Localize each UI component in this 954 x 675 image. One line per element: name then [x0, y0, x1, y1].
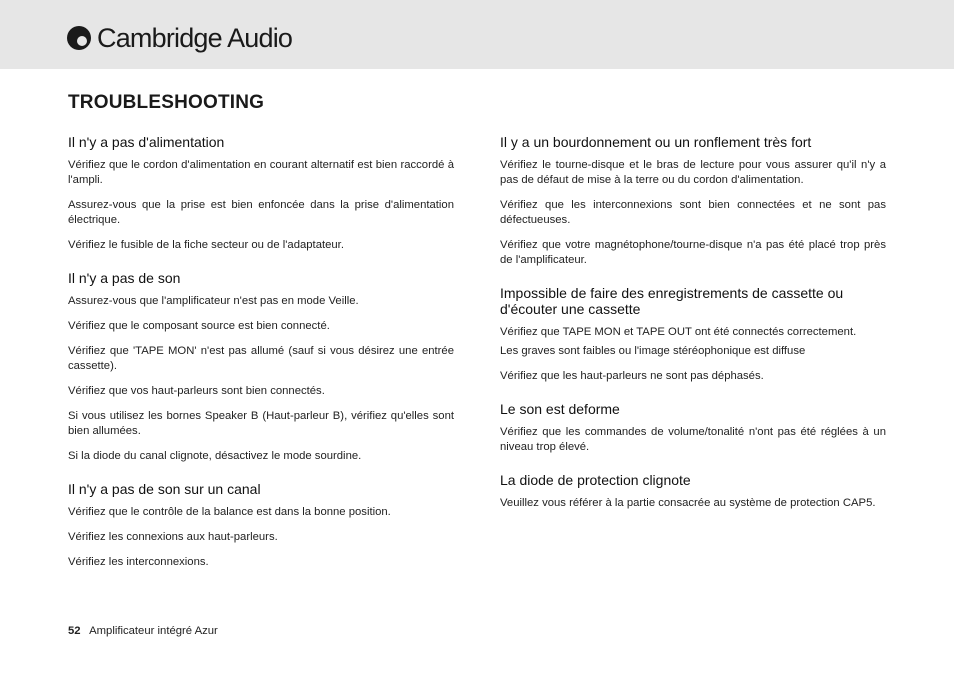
page-title: TROUBLESHOOTING	[68, 92, 265, 113]
section-distorted-sound	[500, 401, 886, 455]
paragraph: Vérifiez que 'TAPE MON' n'est pas allumé (sauf si vous désirez une entrée cassette).	[68, 345, 454, 372]
section-heading: Impossible de faire des enregistrements de cassette ou d'écouter une cassette	[500, 285, 844, 317]
paragraph: Vérifiez que votre magnétophone/tourne-disque n'a pas été placé trop près de l'amplificateur.	[500, 239, 886, 266]
paragraph: Vérifiez les connexions aux haut-parleurs.	[68, 531, 278, 543]
section-hum	[500, 134, 886, 268]
paragraph: Vérifiez le fusible de la fiche secteur ou de l'adaptateur.	[68, 239, 344, 251]
header-band	[0, 0, 954, 69]
paragraph: Vérifiez que le cordon d'alimentation en courant alternatif est bien raccordé à l'ampli.	[68, 159, 454, 186]
paragraph: Vérifiez que le contrôle de la balance est dans la bonne position.	[68, 506, 391, 518]
section-heading: Il n'y a pas d'alimentation	[68, 134, 225, 150]
section-heading: Il n'y a pas de son	[68, 270, 181, 286]
paragraph: Vérifiez que TAPE MON et TAPE OUT ont été connectés correctement.	[500, 326, 857, 338]
page-footer	[68, 625, 218, 637]
section-heading: La diode de protection clignote	[500, 472, 691, 488]
paragraph: Veuillez vous référer à la partie consacrée au système de protection CAP5.	[500, 497, 876, 509]
section-no-sound-one-channel	[68, 481, 454, 570]
section-cassette	[500, 285, 886, 384]
section-no-power	[68, 134, 454, 253]
section-heading: Le son est deforme	[500, 401, 620, 417]
paragraph: Vérifiez le tourne-disque et le bras de lecture pour vous assurer qu'il n'y a pas de défaut de mise à la terre ou du cordon d'alimentation.	[500, 159, 886, 186]
paragraph: Vérifiez que vos haut-parleurs sont bien connectés.	[68, 385, 325, 397]
paragraph: Vérifiez que les haut-parleurs ne sont pas déphasés.	[500, 370, 764, 382]
paragraph: Vérifiez les interconnexions.	[68, 556, 209, 568]
section-protection-led	[500, 472, 886, 511]
paragraph: Vérifiez que les interconnexions sont bien connectées et ne sont pas défectueuses.	[500, 199, 886, 226]
product-name: Amplificateur intégré Azur	[89, 625, 218, 637]
paragraph: Assurez-vous que la prise est bien enfoncée dans la prise d'alimentation électrique.	[68, 199, 454, 226]
paragraph: Les graves sont faibles ou l'image stéréophonique est diffuse	[500, 345, 806, 357]
cambridge-audio-logo-icon	[67, 26, 91, 50]
section-no-sound	[68, 270, 454, 464]
right-column	[500, 134, 886, 528]
section-heading: Il y a un bourdonnement ou un ronflement très fort	[500, 134, 812, 150]
page-number: 52	[68, 625, 81, 637]
paragraph: Vérifiez que les commandes de volume/tonalité n'ont pas été réglées à un niveau trop élevé.	[500, 426, 886, 453]
paragraph: Vérifiez que le composant source est bien connecté.	[68, 320, 330, 332]
brand-name: Cambridge Audio	[97, 22, 293, 53]
left-column	[68, 134, 454, 587]
paragraph: Assurez-vous que l'amplificateur n'est pas en mode Veille.	[68, 295, 359, 307]
brand-logo	[67, 22, 292, 54]
paragraph: Si la diode du canal clignote, désactivez le mode sourdine.	[68, 450, 362, 462]
section-heading: Il n'y a pas de son sur un canal	[68, 481, 261, 497]
paragraph: Si vous utilisez les bornes Speaker B (Haut-parleur B), vérifiez qu'elles sont bien allumées.	[68, 410, 454, 437]
